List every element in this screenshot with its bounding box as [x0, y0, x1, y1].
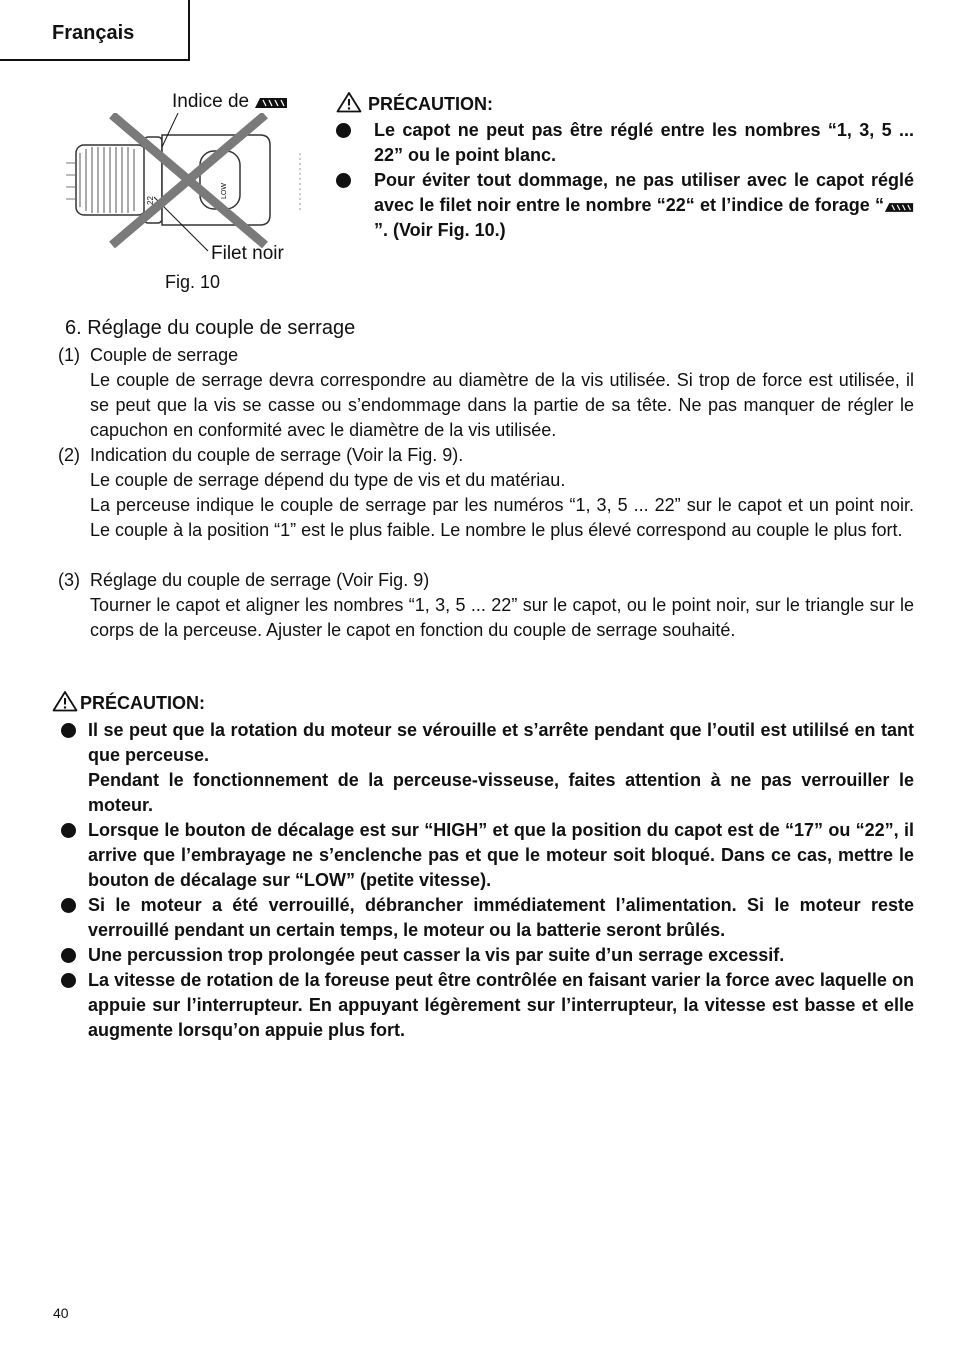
bullet-icon	[61, 948, 76, 963]
subsection-heading: Couple de serrage	[90, 345, 239, 365]
caution-top-list	[336, 118, 914, 243]
bullet-icon	[61, 723, 76, 738]
subsection-heading: Réglage du couple de serrage (Voir Fig. 9)	[90, 570, 430, 590]
subsection-body: Le couple de serrage dépend du type de vis et du matériau. La perceuse indique le couple de serrage par les numéros “1, 3, 5 ... 22” sur le capot et un point noir. Le couple à la position “1” est le plus faible. Le nombre le plus élevé correspond au couple le plus fort.	[90, 470, 914, 540]
figure-10	[60, 85, 310, 300]
bullet-icon	[61, 898, 76, 913]
svg-text:LOW: LOW	[221, 183, 228, 199]
list-item: Le capot ne peut pas être réglé entre les nombres “1, 3, 5 ... 22” ou le point blanc.	[336, 118, 914, 168]
caution-top-heading: PRÉCAUTION:	[336, 91, 493, 115]
list-item: Si le moteur a été verrouillé, débrancher immédiatement l’alimentation. Si le moteur reste verrouillé pendant un certain temps, le moteur ou la batterie seront brûlés.	[58, 893, 914, 943]
subsection-1: (1) Couple de serrage Le couple de serrage devra correspondre au diamètre de la vis utilisée. Si trop de force est utilisée, il se peut que la vis se casse ou s’endommage dans la partie de sa tête. Ne pas manquer de régler le capuchon en conformité avec le diamètre de la vis utilisée.	[58, 343, 914, 443]
caution-bottom-heading: PRÉCAUTION:	[52, 690, 205, 714]
language-tab	[0, 0, 190, 61]
bullet-icon	[336, 173, 351, 188]
section-title: 6. Réglage du couple de serrage	[65, 317, 356, 339]
list-item: La vitesse de rotation de la foreuse peut être contrôlée en faisant varier la force avec laquelle on appuie sur l’interrupteur. En appuyant légèrement sur l’interrupteur, la vitesse est basse et elle augmente lorsqu’on appuie plus fort.	[58, 968, 914, 1043]
subsection-body: Le couple de serrage devra correspondre au diamètre de la vis utilisée. Si trop de force est utilisée, il se peut que la vis se casse ou s’endommage dans la partie de sa tête. Ne pas manquer de régler le capuchon en conformité avec le diamètre de la vis utilisée.	[90, 370, 914, 440]
list-item: Il se peut que la rotation du moteur se vérouille et s’arrête pendant que l’outil est utililsé en tant que perceuse. Pendant le fonctionnement de la perceuse-visseuse, faites attention à ne pas verrouiller le moteur.	[58, 718, 914, 818]
list-item: Une percussion trop prolongée peut casser la vis par suite d’un serrage excessif.	[58, 943, 914, 968]
list-item: Pour éviter tout dommage, ne pas utiliser avec le capot réglé avec le filet noir entre le nombre “22“ et l’indice de forage “”. (Voir Fig. 10.)	[336, 168, 914, 243]
figure-caption: Fig. 10	[165, 272, 221, 292]
list-item: Lorsque le bouton de décalage est sur “HIGH” et que la position du capot est de “17” ou “22”, il arrive que l’embrayage ne s’enclenche pas et que le moteur soit bloqué. Dans ce cas, mettre le bouton de décalage sur “LOW” (petite vitesse).	[58, 818, 914, 893]
bullet-icon	[61, 973, 76, 988]
language-label: Français	[52, 22, 135, 44]
figure-label-filet-noir: Filet noir	[211, 243, 284, 264]
bullet-icon	[336, 123, 351, 138]
drill-clutch-illustration	[60, 113, 310, 263]
warning-icon	[52, 690, 78, 712]
subsection-body: Tourner le capot et aligner les nombres “1, 3, 5 ... 22” sur le capot, ou le point noir, sur le triangle sur le corps de la perceuse. Ajuster le capot en fonction du couple de serrage souhaité.	[90, 595, 914, 640]
caution-bottom-list	[58, 718, 914, 1043]
page-number: 40	[53, 1305, 69, 1321]
svg-text:22: 22	[146, 196, 155, 205]
subsection-3: (3) Réglage du couple de serrage (Voir Fig. 9) Tourner le capot et aligner les nombres “1, 3, 5 ... 22” sur le capot, ou le point noir, sur le triangle sur le corps de la perceuse. Ajuster le capot en fonction du couple de serrage souhaité.	[58, 568, 914, 643]
drill-mode-icon	[884, 202, 914, 213]
bullet-icon	[61, 823, 76, 838]
drill-mode-icon	[254, 97, 288, 109]
warning-icon	[336, 91, 362, 113]
subsection-heading: Indication du couple de serrage (Voir la Fig. 9).	[90, 445, 464, 465]
figure-label-indice: Indice de	[172, 91, 288, 113]
subsection-2: (2) Indication du couple de serrage (Voir la Fig. 9). Le couple de serrage dépend du type de vis et du matériau. La perceuse indique le couple de serrage par les numéros “1, 3, 5 ... 22” sur le capot et un point noir. Le couple à la position “1” est le plus faible. Le nombre le plus élevé correspond au couple le plus fort.	[58, 443, 914, 543]
